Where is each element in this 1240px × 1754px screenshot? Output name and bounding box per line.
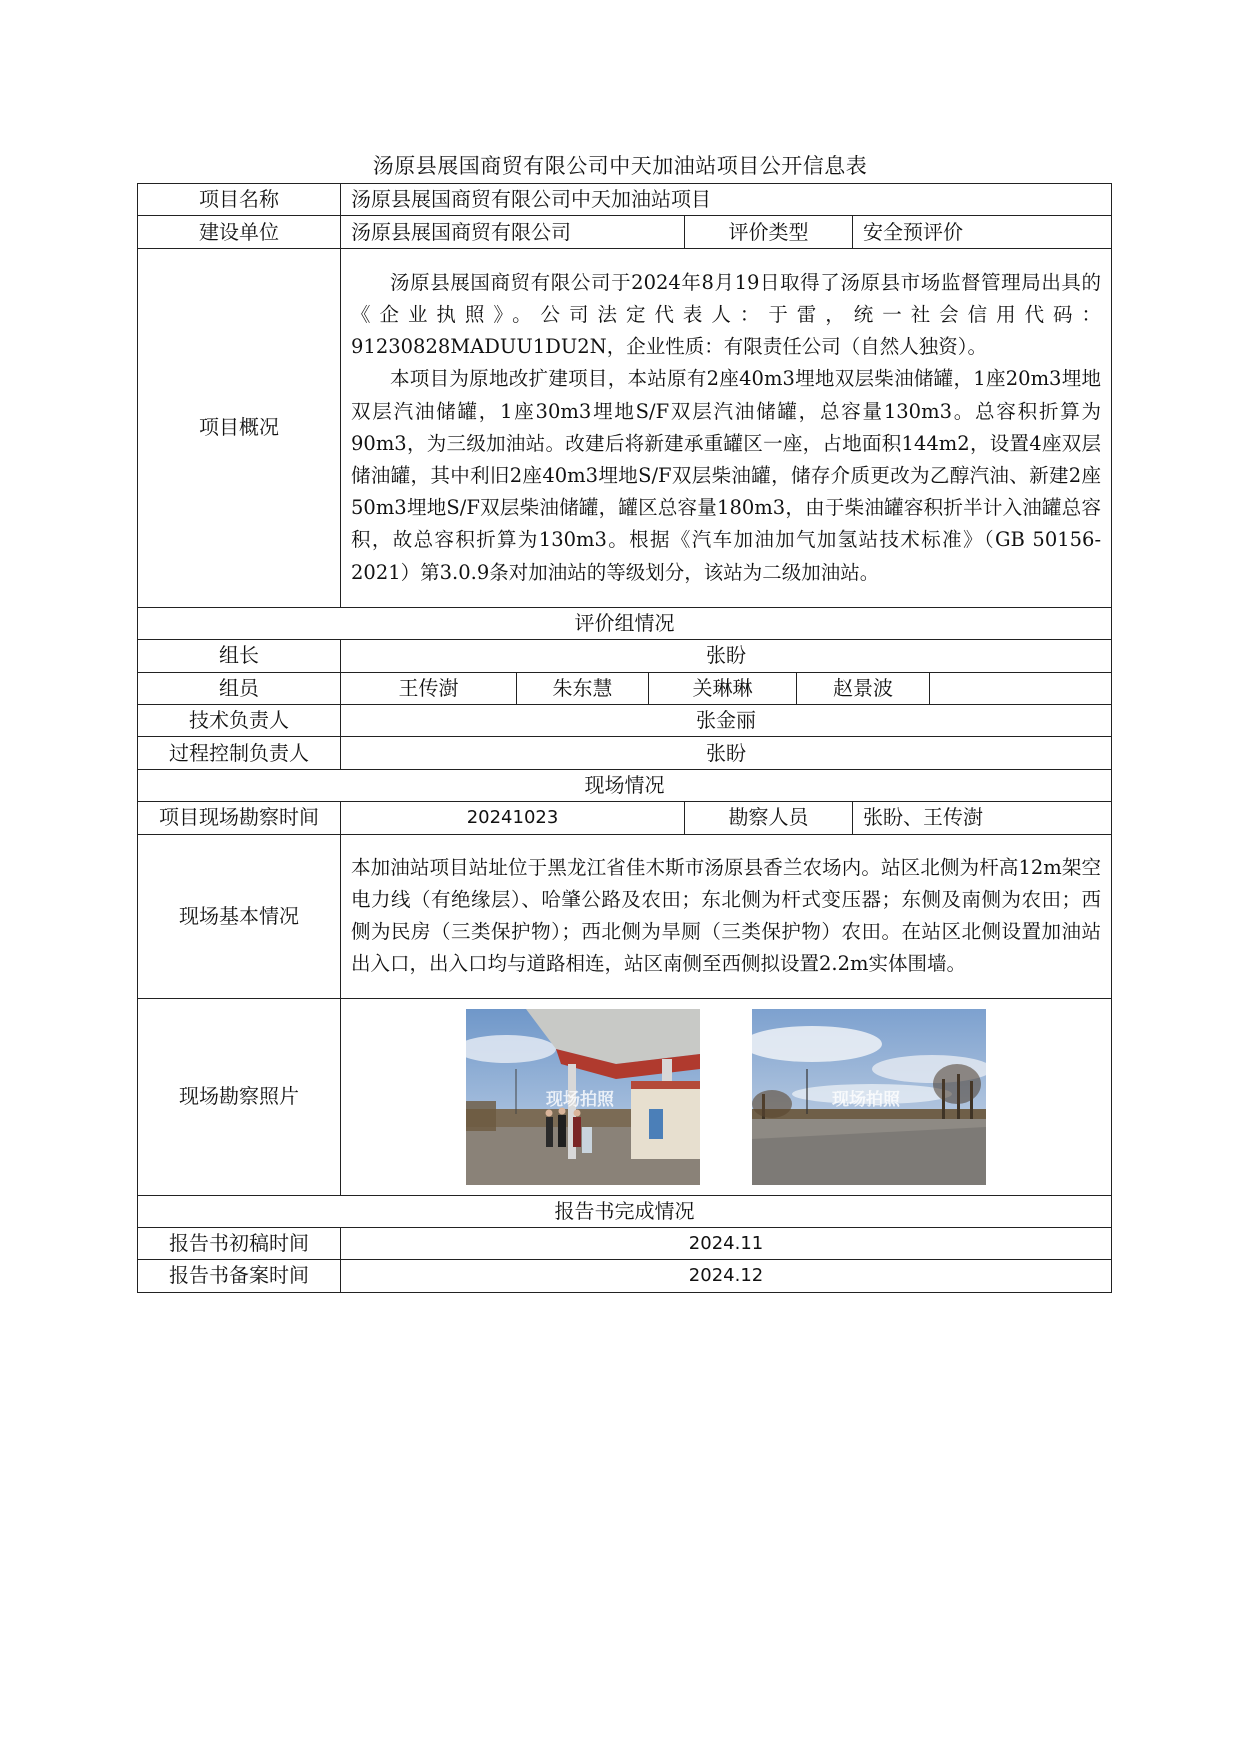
report-filing-value: 2024.12 [341, 1260, 1112, 1292]
member-1: 王传澍 [341, 672, 517, 704]
surveyors-label: 勘察人员 [685, 802, 853, 834]
row-team-leader [138, 640, 1112, 672]
process-lead-label: 过程控制负责人 [138, 737, 341, 769]
site-photo-field [752, 1009, 986, 1185]
leader-value: 张盼 [341, 640, 1112, 672]
construction-unit-label: 建设单位 [138, 216, 341, 248]
row-team-members [138, 672, 1112, 704]
overview-label: 项目概况 [138, 248, 341, 607]
report-draft-value: 2024.11 [341, 1227, 1112, 1259]
site-photos-label: 现场勘察照片 [138, 998, 341, 1195]
overview-paragraph-2: 本项目为原地改扩建项目，本站原有2座40m3埋地双层柴油储罐，1座20m3埋地双层汽油储罐，1座30m3埋地S/F双层汽油储罐，总容量130m3。总容积折算为90m3，为三级加油站。改建后将新建承重罐区一座，占地面积144m2，设置4座双层储油罐，其中利旧2座40m3埋地S/F双层柴油罐，储存介质更改为乙醇汽油、新建2座50m3埋地S/F双层柴油储罐，罐区总容量180m3，由于柴油罐容积折半计入油罐总容积，故总容积折算为130m3。根据《汽车加油加气加氢站技术标准》（GB 50156-2021）第3.0.9条对加油站的等级划分，该站为二级加油站。 [351, 367, 1102, 584]
row-project-name [138, 184, 1112, 216]
row-overview [138, 248, 1112, 607]
photo-watermark-2: 现场拍照 [832, 1089, 901, 1110]
site-basic-label: 现场基本情况 [138, 834, 341, 998]
row-tech-lead [138, 704, 1112, 736]
report-section-title: 报告书完成情况 [138, 1195, 1112, 1227]
row-team-section [138, 607, 1112, 639]
report-draft-label: 报告书初稿时间 [138, 1227, 341, 1259]
member-5 [930, 672, 1112, 704]
site-photos-cell [341, 998, 1112, 1195]
site-basic-paragraph: 本加油站项目站址位于黑龙江省佳木斯市汤原县香兰农场内。站区北侧为杆高12m架空电力线（有绝缘层）、哈肇公路及农田；东北侧为杆式变压器；东侧及南侧为农田；西侧为民房（三类保护物）；西北侧为旱厕（三类保护物）农田。在站区北侧设置加油站出入口，出入口均与道路相连，站区南侧至西侧拟设置2.2m实体围墙。 [351, 855, 1102, 976]
page-title: 汤原县展国商贸有限公司中天加油站项目公开信息表 [372, 154, 868, 178]
survey-time-value: 20241023 [341, 802, 685, 834]
eval-type-value: 安全预评价 [853, 216, 1112, 248]
survey-time-label: 项目现场勘察时间 [138, 802, 341, 834]
eval-type-label: 评价类型 [685, 216, 853, 248]
members-label: 组员 [138, 672, 341, 704]
row-report-section [138, 1195, 1112, 1227]
site-section-title: 现场情况 [138, 769, 1112, 801]
photo-watermark-1: 现场拍照 [546, 1089, 615, 1110]
overview-content [341, 248, 1112, 607]
row-site-photos [138, 998, 1112, 1195]
tech-lead-value: 张金丽 [341, 704, 1112, 736]
process-lead-value: 张盼 [341, 737, 1112, 769]
row-report-filing [138, 1260, 1112, 1292]
row-process-lead [138, 737, 1112, 769]
row-site-section [138, 769, 1112, 801]
row-survey-time [138, 802, 1112, 834]
row-report-draft [138, 1227, 1112, 1259]
member-4: 赵景波 [797, 672, 930, 704]
site-basic-content [341, 834, 1112, 998]
construction-unit-value: 汤原县展国商贸有限公司 [341, 216, 685, 248]
info-table [137, 183, 1112, 1293]
team-section-title: 评价组情况 [138, 607, 1112, 639]
tech-lead-label: 技术负责人 [138, 704, 341, 736]
leader-label: 组长 [138, 640, 341, 672]
row-site-basic [138, 834, 1112, 998]
member-2: 朱东慧 [517, 672, 649, 704]
row-construction-unit [138, 216, 1112, 248]
site-photo-gas-station [466, 1009, 700, 1185]
member-3: 关琳琳 [649, 672, 797, 704]
project-name-value: 汤原县展国商贸有限公司中天加油站项目 [341, 184, 1112, 216]
report-filing-label: 报告书备案时间 [138, 1260, 341, 1292]
project-name-label: 项目名称 [138, 184, 341, 216]
surveyors-value: 张盼、王传澍 [853, 802, 1112, 834]
overview-paragraph-1: 汤原县展国商贸有限公司于2024年8月19日取得了汤原县市场监督管理局出具的《企业执照》。公司法定代表人：于雷，统一社会信用代码：91230828MADUU1DU2N，企业性质：有限责任公司（自然人独资）。 [351, 270, 1102, 359]
